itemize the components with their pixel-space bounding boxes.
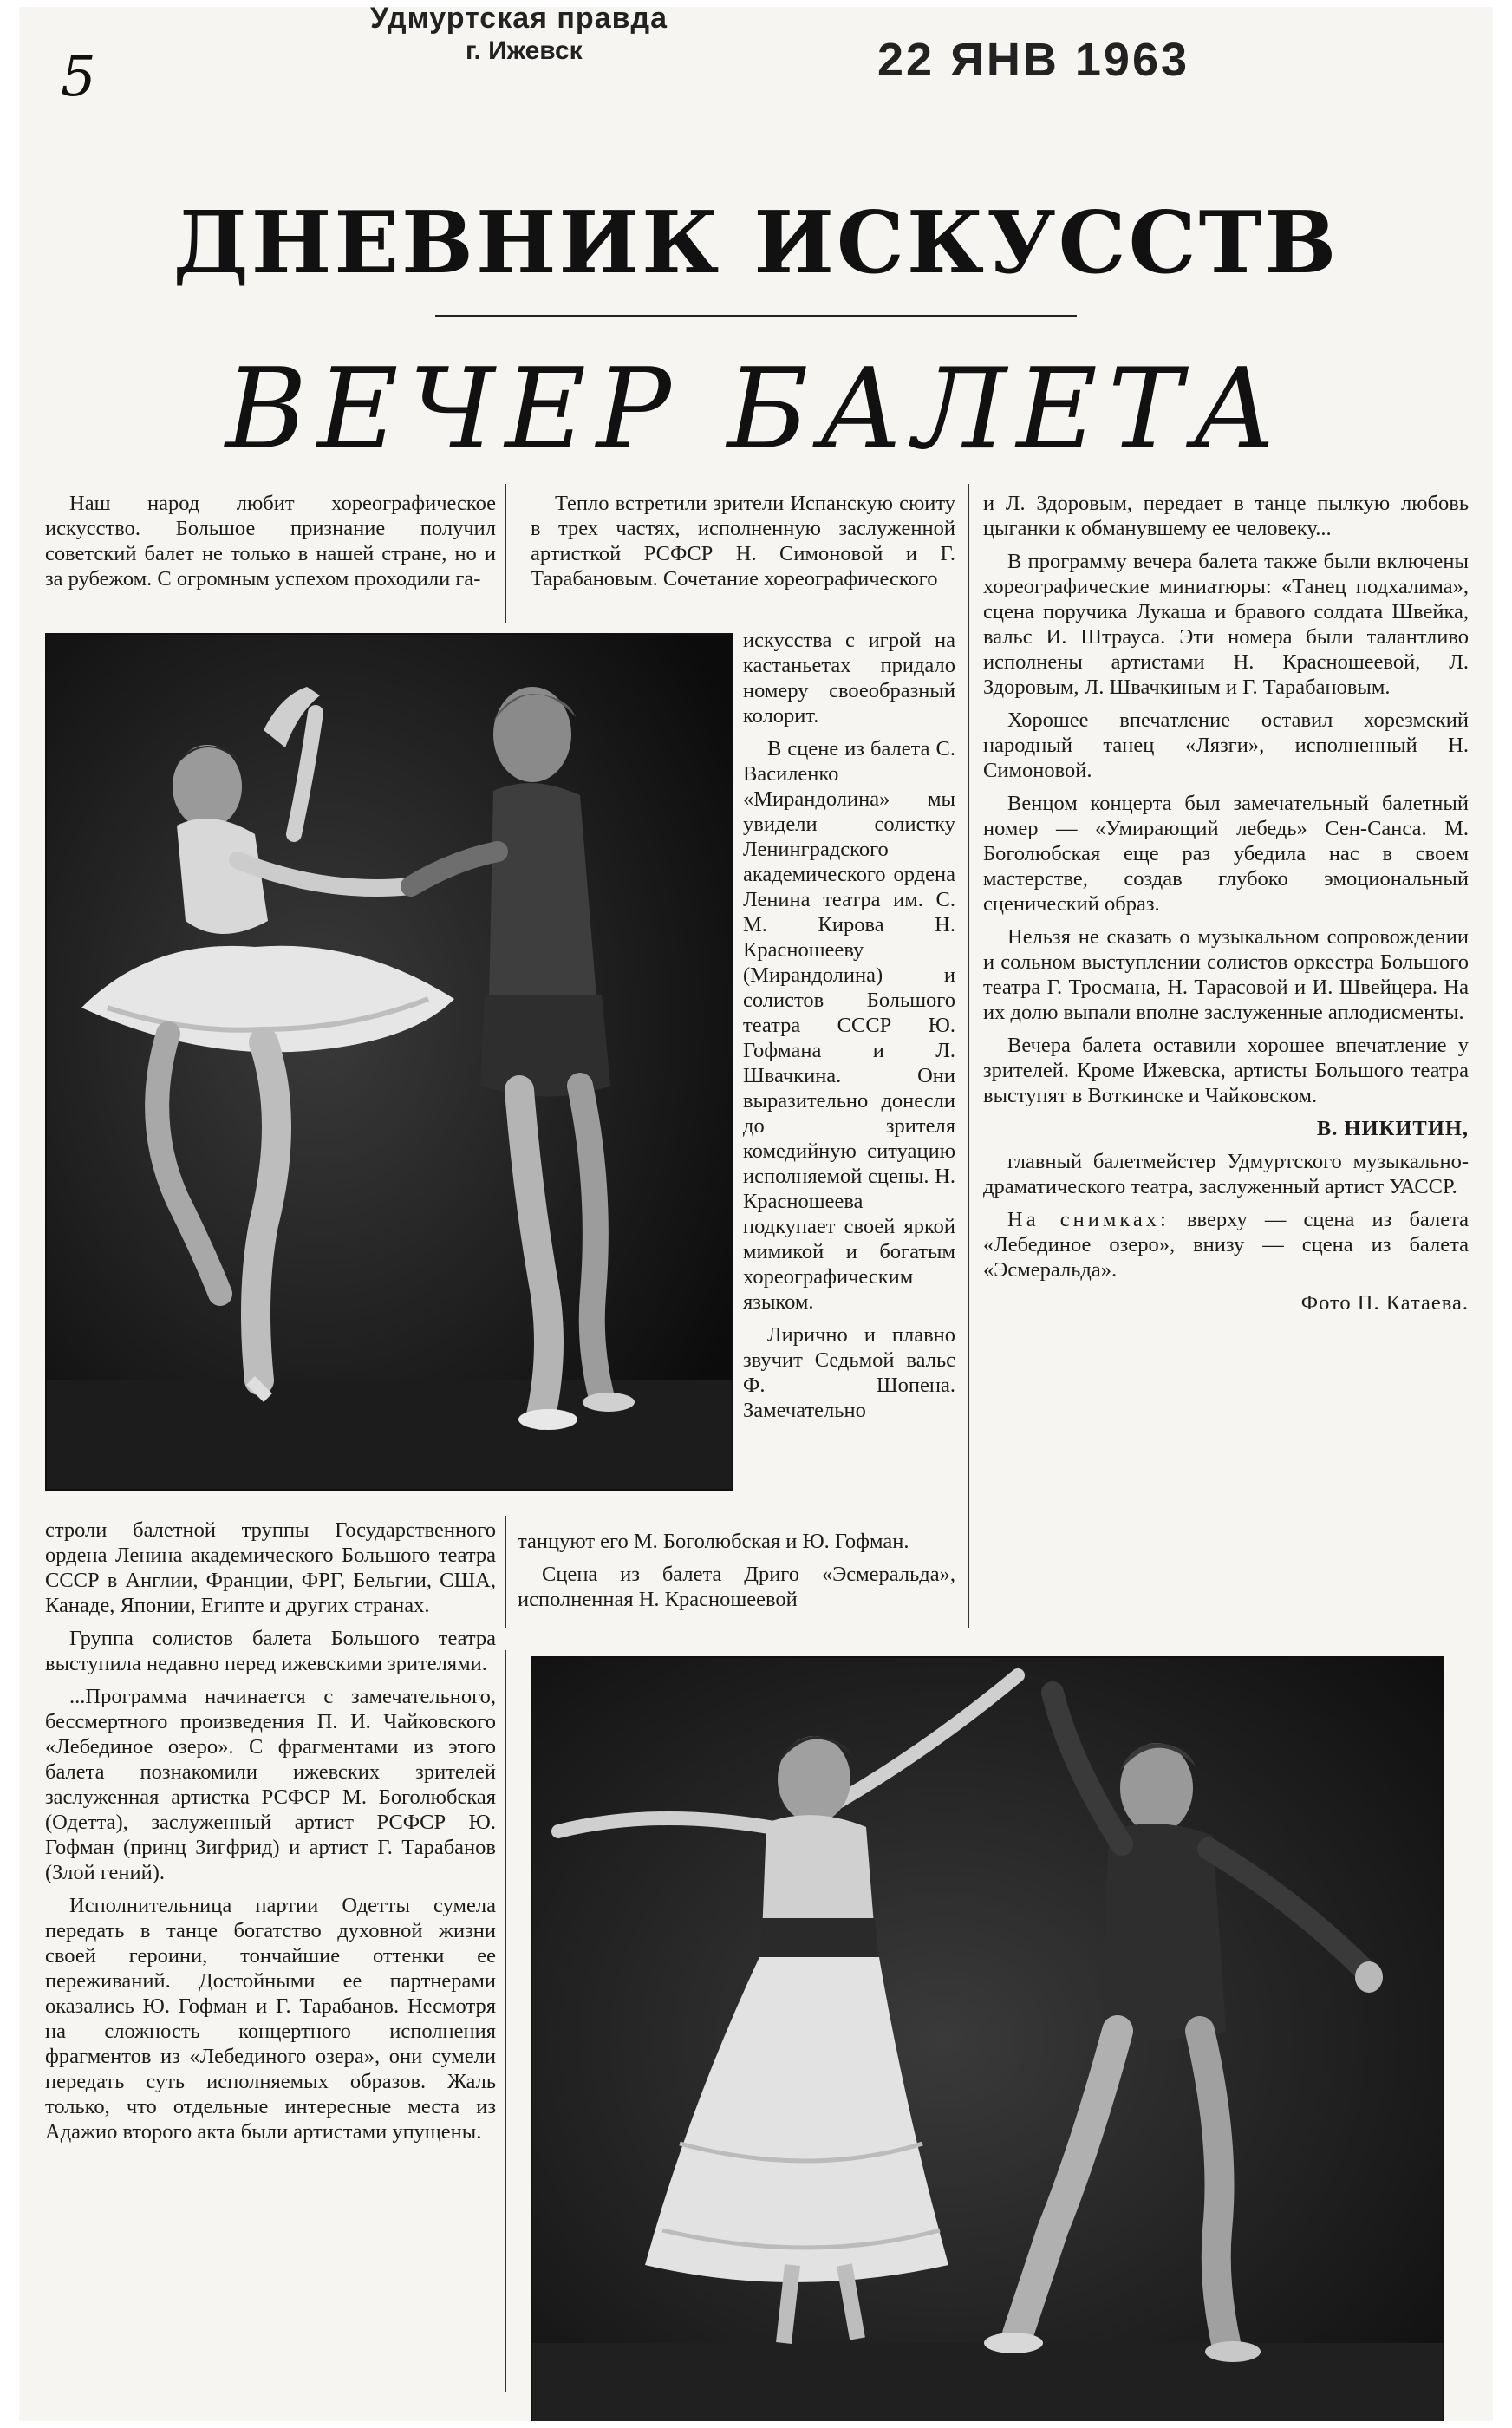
archive-mark: 5 [61, 45, 96, 109]
newspaper-clipping [19, 7, 1493, 2421]
photo-credit: Фото П. Катаева. [1300, 1291, 1469, 1315]
paragraph: Сцена из балета Дриго «Эсмеральда», исполненная Н. Красношеевой [518, 1563, 955, 1611]
photo-esmeralda [531, 1656, 1444, 2421]
paragraph: Группа солистов балета Большого театра выступила недавно перед ижевскими зрителями. [45, 1627, 496, 1675]
column-2-top [531, 491, 955, 599]
headline: ВЕЧЕР БАЛЕТА [225, 345, 1287, 474]
column-2-narrow [743, 628, 955, 1431]
rubric-title: ДНЕВНИК ИСКУССТВ [173, 193, 1339, 293]
paragraph: Нельзя не сказать о музыкальном сопровождении и сольном выступлении солистов оркестра Большого театра Г. Тросмана, Н. Тарасовой и И. Швейцера. На их долю выпали вполне заслуженные аплодисменты. [983, 925, 1469, 1024]
caption-text: вверху — сцена из балета «Лебединое озеро», внизу — сцена из балета «Эсмеральда». [983, 1208, 1470, 1282]
paragraph: Исполнительница партии Одетты сумела передать в танце богатство духовной жизни своей героини, тончайшие оттенки ее переживаний. Достойными ее партнерами оказались Ю. Гофман и Г. Тарабанов. Несмотря на сложность концертного исполнения фрагментов из «Лебединого озера», они сумели передать суть исполняемых образов. Жаль только, что отдельные интересные места из Адажио второго акта были артистами упущены. [45, 1894, 496, 2144]
photo-caption [983, 1207, 1469, 1283]
paragraph: строли балетной труппы Государственного ордена Ленина академического Большого театра СССР в Англии, Франции, ФРГ, Бельгии, США, Канаде, Японии, Египте и других странах. [45, 1518, 496, 1617]
paragraph: Венцом концерта был замечательный балетный номер — «Умирающий лебедь» Сен-Санса. М. Боголюбская еще раз убедила нас в своем мастерстве, создав глубоко эмоциональный сценический образ. [983, 792, 1469, 916]
paragraph: и Л. Здоровым, передает в танце пылкую любовь цыганки к обманувшему ее человеку... [983, 492, 1469, 540]
photo-esmeralda-image [532, 1658, 1443, 2421]
paragraph: Тепло встретили зрители Испанскую сюиту в трех частях, исполненную заслуженной артисткой РСФСР Н. Симоновой и Г. Тарабановым. Сочетание хореографического [531, 492, 955, 591]
paragraph: Наш народ любит хореографическое искусство. Большое признание получил советский балет не только в нашей стране, но и за рубежом. С огромным успехом проходили га- [45, 492, 496, 591]
paragraph: Вечера балета оставили хорошее впечатление у зрителей. Кроме Ижевска, артисты Большого театра выступят в Воткинске и Чайковском. [983, 1034, 1469, 1107]
column-rule [505, 1650, 506, 2392]
masthead-paper: Удмуртская правда [370, 7, 668, 35]
masthead-city: г. Ижевск [466, 36, 583, 65]
column-1-top [45, 491, 496, 599]
caption-lead: На снимках: [1007, 1208, 1170, 1231]
column-2-bottom [518, 1529, 955, 1620]
paragraph: Лирично и плавно звучит Седьмой вальс Ф. Шопена. Замечательно [743, 1323, 955, 1422]
masthead-date: 22 ЯНВ 1963 [877, 34, 1190, 86]
paragraph: В программу вечера балета также были включены хореографические миниатюры: «Танец подхалима», сцена поручика Лукаша и бравого солдата Швейка, вальс И. Штрауса. Эти номера были талантливо исполнены артистами Н. Красношеевой, Л. Здоровым, Л. Швачкиным и Г. Тарабановым. [983, 550, 1469, 699]
column-1-bottom [45, 1518, 496, 2152]
paragraph: В сцене из балета С. Василенко «Мирандолина» мы увидели солистку Ленинградского академического ордена Ленина театра им. С. М. Кирова Н. Красношееву (Мирандолина) и солистов Большого театра СССР Ю. Гофмана и Л. Швачкина. Они выразительно донесли до зрителя комедийную ситуацию исполняемой сцены. Н. Красношеева подкупает своей яркой мимикой и богатым хореографическим языком. [743, 737, 955, 1314]
rubric-rule [435, 315, 1077, 317]
paragraph: ...Программа начинается с замечательного, бессмертного произведения П. И. Чайковского «Лебединое озеро». С фрагментами из этого балета познакомили ижевских зрителей заслуженная артистка РСФСР М. Боголюбская (Одетта), заслуженный артист РСФСР Ю. Гофман (принц Зигфрид) и артист Г. Тарабанов (Злой гений). [45, 1685, 496, 1884]
paragraph: искусства с игрой на кастаньетах придало номеру своеобразный колорит. [743, 629, 955, 728]
author-name: В. НИКИТИН, [1316, 1117, 1469, 1140]
author-role: главный балетмейстер Удмуртского музыкально-драматического театра, заслуженный артист УАССР. [983, 1150, 1469, 1198]
paragraph: танцуют его М. Боголюбская и Ю. Гофман. [518, 1530, 909, 1553]
column-3 [983, 491, 1469, 1315]
column-rule [505, 484, 506, 623]
column-rule [505, 1516, 506, 1628]
column-rule [968, 484, 969, 1628]
photo-swan-lake [45, 633, 733, 1491]
paragraph: Хорошее впечатление оставил хорезмский народный танец «Лязги», исполненный Н. Симоновой. [983, 708, 1469, 782]
photo-swan-lake-image [47, 635, 732, 1489]
